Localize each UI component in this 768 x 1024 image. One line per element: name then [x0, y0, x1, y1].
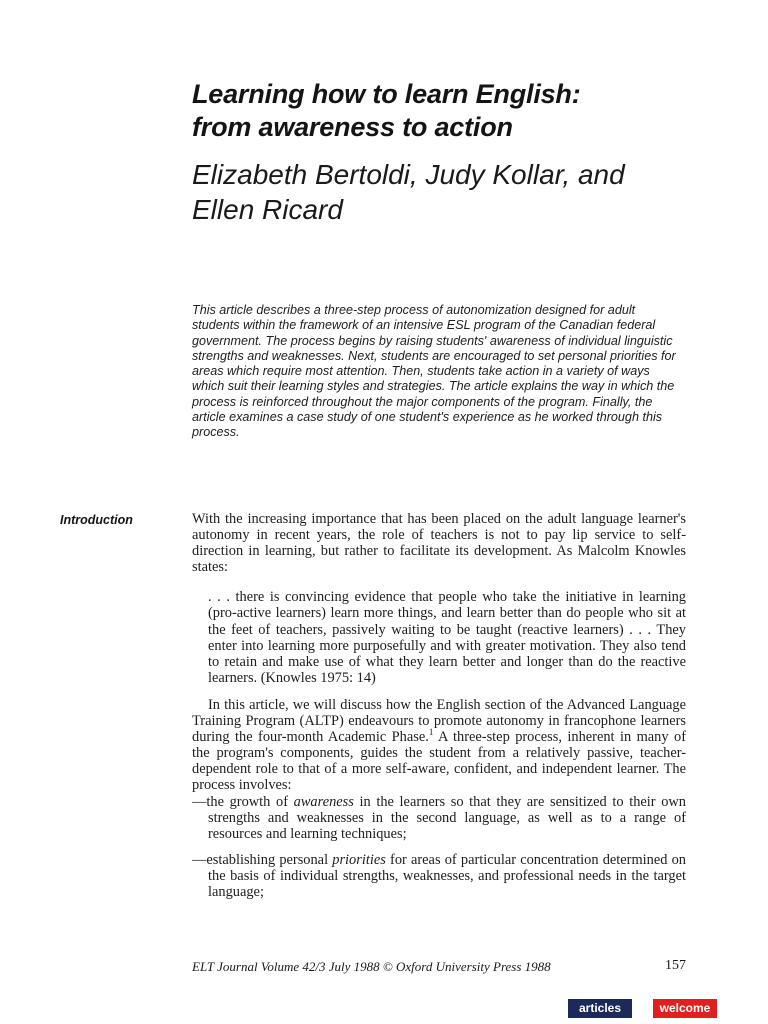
authors-line-1: Elizabeth Bertoldi, Judy Kollar, and	[192, 159, 625, 190]
title-line-2: from awareness to action	[192, 112, 513, 142]
authors-line-2: Ellen Ricard	[192, 194, 343, 225]
footnote-marker[interactable]: 1	[428, 727, 434, 738]
article-title	[192, 78, 732, 144]
list-item-prefix: —the growth of	[192, 793, 294, 810]
title-line-1: Learning how to learn English:	[192, 79, 581, 109]
body-text	[192, 511, 686, 900]
list-item-priorities	[192, 852, 686, 900]
abstract: This article describes a three-step process of autonomization designed for adult students within the framework of an intensive ESL program of the Canadian federal government. The process begins by raising students' awareness of individual linguistic strengths and weaknesses. Next, students are encouraged to set personal priorities for areas which require most attention. Then, students take action in a variety of ways which suit their learning styles and strategies. The article explains the way in which the process is reinforced throughout the major components of the program. Finally, the article examines a case study of one student's experience as he worked through this process.	[192, 303, 676, 440]
list-item-awareness	[192, 794, 686, 842]
journal-citation: ELT Journal Volume 42/3 July 1988 © Oxford University Press 1988	[192, 959, 551, 974]
page-number: 157	[665, 958, 686, 973]
method-paragraph-part2: A three-step process, inherent in many of the program's components, guides the student from a relatively passive, teacher-dependent role to that of a more self-aware, confident, and independent learner. The process involves:	[192, 729, 686, 794]
emphasis-awareness: awareness	[293, 793, 354, 810]
list-item-prefix: —establishing personal	[192, 851, 333, 868]
method-paragraph	[192, 697, 686, 794]
method-paragraph-part1: In this article, we will discuss how the English section of the Advanced Language Training Program (ALTP) endeavours to promote autonomy in francophone learners during the four-month Academic Phase.	[192, 696, 686, 746]
emphasis-priorities: priorities	[332, 851, 386, 868]
knowles-quote: . . . there is convincing evidence that people who take the initiative in learning (pro-active learners) learn more things, and learn better than do people who sit at the feet of teachers, passively waiting to be taught (reactive learners) . . . They enter into learning more purposefully and with greater motivation. They also tend to retain and make use of what they learn better and longer than do the reactive learners. (Knowles 1975: 14)	[208, 589, 686, 686]
article-authors	[192, 157, 732, 227]
list-item-text: for areas of particular concentration determined on the basis of individual strengths, weaknesses, and professional needs in the target language;	[208, 851, 686, 900]
section-heading-introduction: Introduction	[60, 513, 133, 527]
welcome-button[interactable]: welcome	[653, 999, 717, 1018]
articles-button[interactable]: articles	[568, 999, 632, 1018]
list-item-text: in the learners so that they are sensitized to their own strengths and weaknesses in the second language, as well as to a range of resources and learning techniques;	[208, 793, 686, 842]
intro-paragraph: With the increasing importance that has been placed on the adult language learner's autonomy in recent years, the role of teachers is not to pay lip service to self-direction in learning, but rather to facilitate its development. As Malcolm Knowles states:	[192, 511, 686, 576]
